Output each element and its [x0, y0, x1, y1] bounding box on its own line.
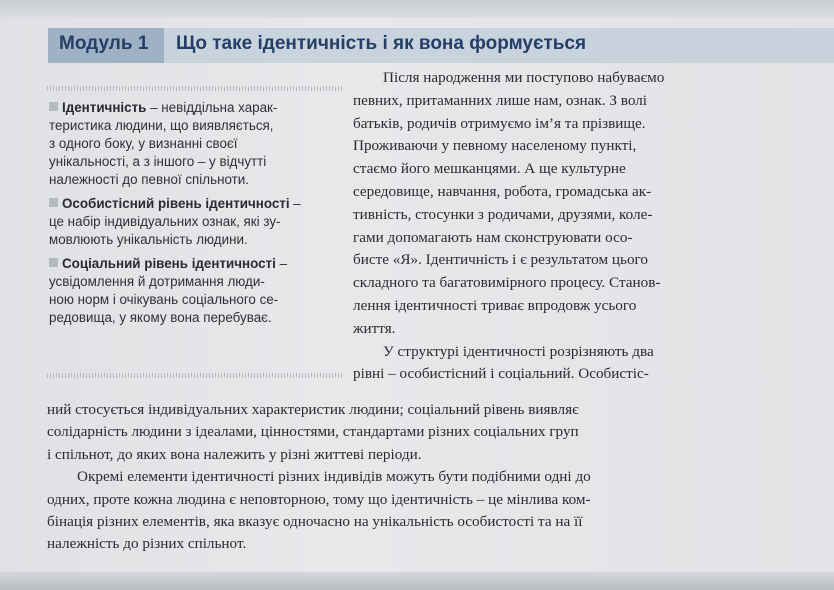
definition-personal-level: [49, 195, 341, 249]
sidebar-dotted-rule-top: [47, 86, 342, 91]
definition-text: мовлюють унікальність людини.: [49, 232, 248, 247]
text-line: батьків, родичів отримуємо ім’я та прізвище.: [353, 114, 646, 132]
paragraph-2-continued: [47, 399, 759, 466]
text-line: ний стосується індивідуальних характеристик людини; соціальний рівень виявляє: [47, 401, 579, 418]
text-line: і спільнот, до яких вона належить у різні життеві періоди.: [47, 445, 422, 463]
bullet-square-icon: [49, 198, 58, 207]
bullet-square-icon: [49, 258, 58, 267]
text-line: життя.: [353, 319, 396, 337]
page-top-edge: [0, 0, 834, 18]
text-line: У структурі ідентичності розрізняють два: [383, 342, 654, 360]
text-line: гами допомагають нам сконструювати осо-: [353, 228, 633, 246]
text-line: лення ідентичності триває впродовж усього: [353, 296, 637, 314]
text-line: Проживаючи у певному населеному пункті,: [353, 137, 637, 155]
text-line: належність до різних спільнот.: [47, 535, 247, 553]
paragraph-1: [353, 67, 745, 341]
definition-text: це набір індивідуальних ознак, які зу-: [49, 214, 281, 229]
text-line: середовище, навчання, робота, громадська ак-: [353, 182, 652, 200]
text-line: складного та багатовимірного процесу. Станов-: [353, 274, 661, 292]
definition-text: унікальності, а з іншого – у відчутті: [49, 154, 267, 169]
definition-text: ною норм і очікувань соціального се-: [49, 292, 279, 307]
page-bottom-edge: [0, 572, 834, 590]
definition-term: Ідентичність: [62, 100, 147, 115]
definition-text: належності до певної спільноти.: [49, 172, 249, 187]
definitions-sidebar: [49, 99, 341, 327]
module-title: Що таке ідентичність і як вона формується: [176, 33, 587, 54]
module-label: Модуль 1: [59, 33, 149, 54]
text-line: бінація різних елементів, яка вказує одночасно на унікальність особистості та на її: [47, 513, 583, 531]
text-line: бисте «Я». Ідентичність і є результатом цього: [353, 251, 648, 269]
definition-text: теристика людини, що виявляється,: [49, 118, 274, 133]
bullet-square-icon: [49, 102, 58, 111]
paragraph-3: [47, 466, 759, 556]
text-line: Окремі елементи ідентичності різних індивідів можуть бути подібними одні до: [77, 468, 591, 486]
paragraph-2-start: [353, 341, 745, 387]
text-line: стаємо його мешканцями. А ще культурне: [353, 160, 626, 178]
full-width-text: [47, 399, 759, 556]
definition-term: Соціальний рівень ідентичності: [62, 256, 276, 271]
text-line: тивність, стосунки з родичами, друзями, коле-: [353, 205, 653, 223]
text-line: солідарність людини з ідеалами, цінностями, стандартами різних соціальних груп: [47, 423, 579, 441]
definition-term: Особистісний рівень ідентичності: [62, 196, 290, 211]
definition-text: з одного боку, у визнанні своєї: [49, 136, 238, 151]
text-line: одних, проте кожна людина є неповторною, тому що ідентичність – це мінлива ком-: [47, 490, 591, 508]
text-line: Після народження ми поступово набуваємо: [383, 69, 665, 86]
definition-text: редовища, у якому вона перебуває.: [49, 310, 272, 325]
main-text-column: [353, 67, 745, 386]
definition-identity: [49, 99, 341, 189]
sidebar-dotted-rule-bottom: [47, 373, 342, 378]
text-line: рівні – особистісний і соціальний. Особистіс-: [353, 365, 649, 383]
definition-text: усвідомлення й дотримання люди-: [49, 274, 265, 289]
definition-text: – невіддільна харак-: [146, 100, 278, 115]
definition-text: –: [275, 256, 288, 271]
text-line: певних, притаманних лише нам, ознак. З волі: [353, 91, 648, 109]
definition-social-level: [49, 255, 341, 327]
definition-text: –: [289, 196, 301, 211]
